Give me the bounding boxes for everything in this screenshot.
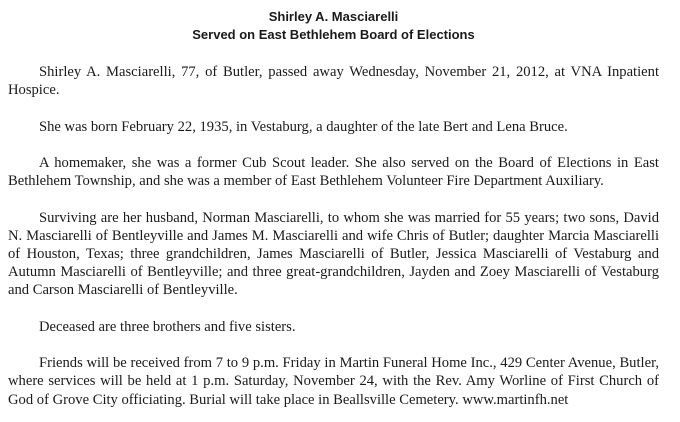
paragraph-birth: She was born February 22, 1935, in Vestaburg, a daughter of the late Bert and Lena Bruce.	[39, 118, 568, 135]
paragraph-life: A homemaker, she was a former Cub Scout leader. She also served on the Board of Elections in East Bethlehem Township, and she was a member of East Bethlehem Volunteer Fire Department Auxiliary.	[8, 154, 659, 190]
paragraph-deceased-relatives: Deceased are three brothers and five sisters.	[39, 318, 296, 335]
obituary-subtitle: Served on East Bethlehem Board of Elections	[192, 27, 475, 42]
obituary-title: Shirley A. Masciarelli	[268, 9, 399, 24]
paragraph-services: Friends will be received from 7 to 9 p.m. Friday in Martin Funeral Home Inc., 429 Center Avenue, Butler, where services will be held at 1 p.m. Saturday, November 24, with the Rev. Amy Worline of First Church of God of Grove City officiating. Burial will take place in Beallsville Cemetery. www.martinfh.net	[8, 355, 659, 408]
paragraph-death-notice: Shirley A. Masciarelli, 77, of Butler, passed away Wednesday, November 21, 2012, at VNA Inpatient Hospice.	[8, 64, 659, 99]
paragraph-survivors: Surviving are her husband, Norman Masciarelli, to whom she was married for 55 years; two sons, David N. Masciarelli of Bentleyville and James M. Masciarelli and wife Chris of Butler; daughter Marcia Masciarelli of Houston, Texas; three grandchildren, James Masciarelli of Butler, Jessica Masciarelli of Vestaburg and Autumn Masciarelli of Bentleyville; and three great-grandchildren, Jayden and Zoey Masciarelli of Vestaburg and Carson Masciarelli of Bentleyville.	[8, 209, 659, 299]
obituary-body	[8, 63, 659, 409]
